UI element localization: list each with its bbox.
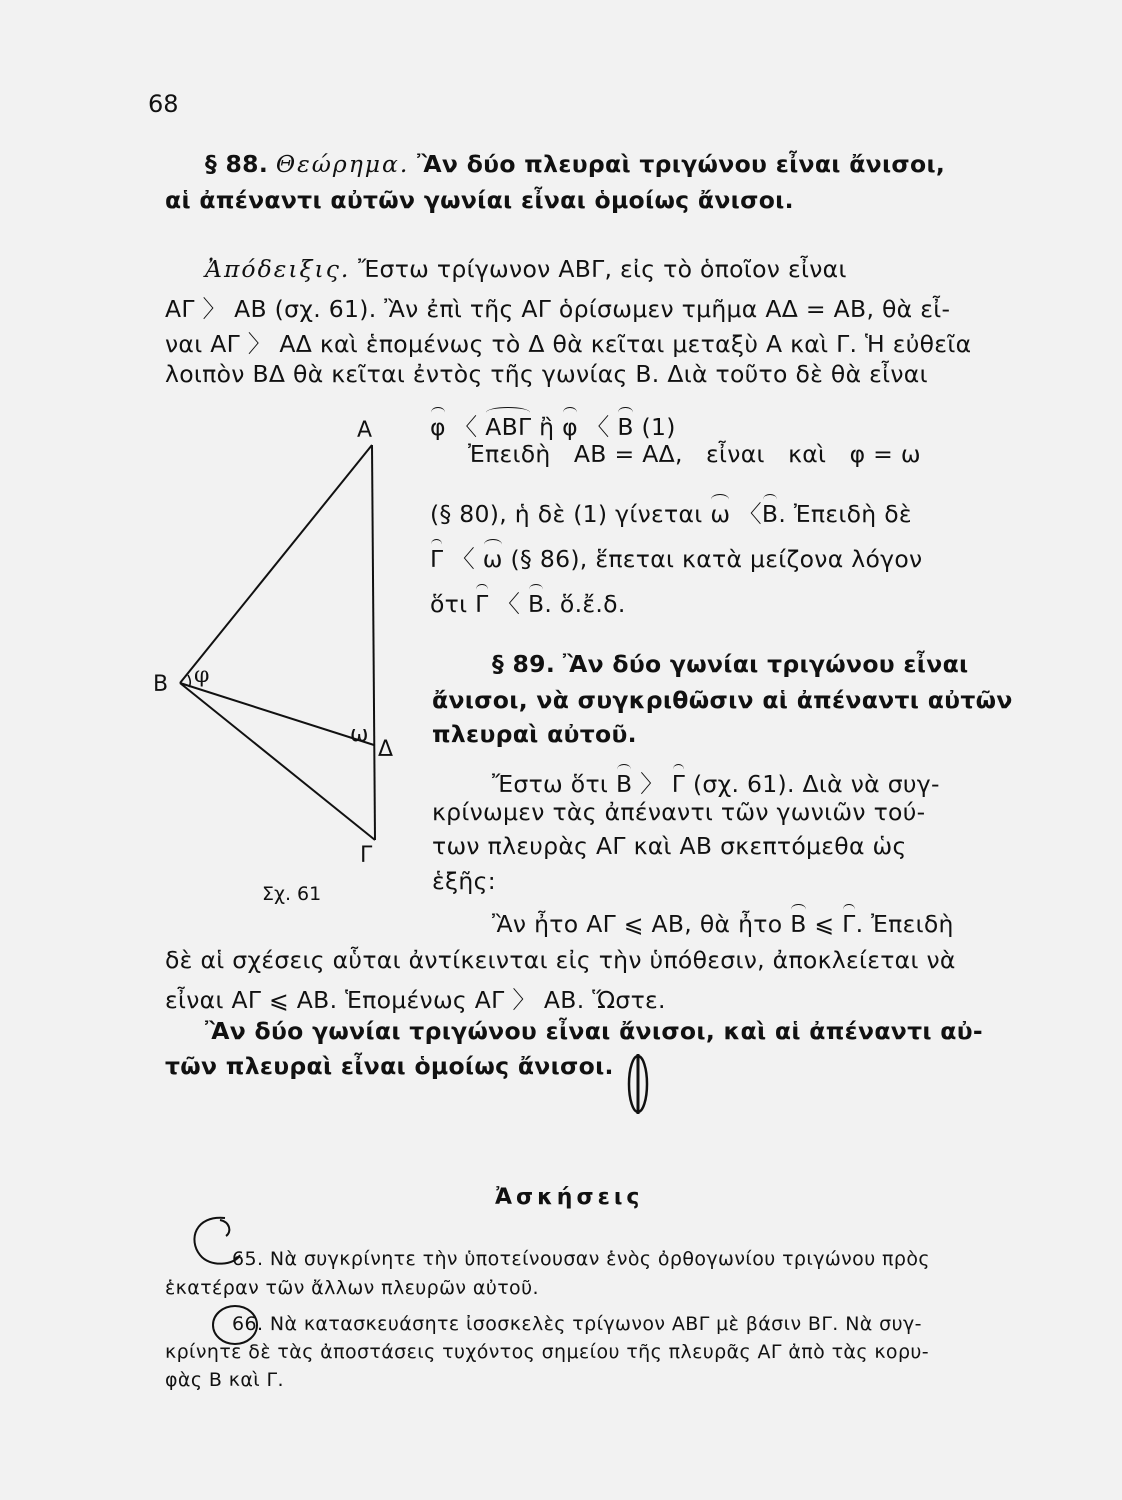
or-word: ἢ [539, 413, 555, 441]
vertex-g-label: Γ [360, 843, 373, 868]
body-89-line1 [492, 765, 940, 799]
exercise-66-line2: κρίνητε δὲ τὰς ἀποστάσεις τυχόντος σημείου τῆς πλευρᾶς ΑΓ ἀπὸ τὰς κορυ- [165, 1341, 930, 1363]
conclusion-line1: Ἂν δύο γωνίαι τριγώνου εἶναι ἄνισοι, καὶ αἱ ἀπέναντι αὐ- [205, 1017, 983, 1045]
side-ag [372, 445, 375, 840]
equation-ref: (1) [641, 413, 676, 441]
proof-line9-text: ὅτι [430, 590, 468, 618]
angle-omega: ω [710, 500, 731, 528]
proof-line6: Ἐπειδὴ ΑΒ = ΑΔ, εἶναι καὶ φ = ω [468, 440, 921, 468]
angle-g: Γ [430, 545, 444, 573]
figure-61-triangle [140, 410, 400, 910]
qed-text: . ὅ.ἔ.δ. [544, 590, 626, 618]
side-ab [180, 445, 372, 683]
theorem-89-text: Ἂν δύο γωνίαι τριγώνου εἶναι [562, 650, 969, 678]
theorem-89-line1 [492, 650, 968, 678]
angle-phi: φ [430, 413, 446, 441]
segment-bd [180, 683, 374, 745]
exercise-66-line1: 66. Νὰ κατασκευάσητε ἰσοσκελὲς τρίγωνον ΑΒΓ μὲ βάσιν ΒΓ. Νὰ συγ- [232, 1313, 922, 1335]
proof-line8-text: (§ 86), ἕπεται κατὰ μείζονα λόγον [510, 545, 923, 573]
less-than-sign: 〈 [453, 413, 478, 441]
conclusion-line2: τῶν πλευραὶ εἶναι ὁμοίως ἄνισοι. [165, 1052, 614, 1080]
less-than-sign: 〈 [585, 413, 610, 441]
proof-line3: ναι ΑΓ 〉 ΑΔ καὶ ἑπομένως τὸ Δ θὰ κεῖται μεταξὺ Α καὶ Γ. Ἡ εὐθεῖα [165, 330, 972, 358]
body-89-line5-text: Ἂν ἦτο ΑΓ ⩽ ΑΒ, θὰ ἦτο [492, 910, 783, 938]
handwritten-circles [180, 1210, 260, 1380]
proof-line7 [430, 495, 912, 529]
proof-line9 [430, 585, 626, 619]
proof-line1-text: Ἔστω τρίγωνον ΑΒΓ, εἰς τὸ ὁποῖον εἶναι [358, 255, 847, 283]
figure-caption: Σχ. 61 [262, 883, 322, 905]
exercises-heading: Ἀσκήσεις [495, 1185, 644, 1210]
exercise-65-line1: 65. Νὰ συγκρίνητε τὴν ὑποτείνουσαν ἑνὸς ὀρθογωνίου τριγώνου πρὸς [232, 1248, 930, 1270]
angle-g: Γ [842, 910, 856, 938]
vertex-a-label: Α [357, 418, 373, 443]
angle-abg: ΑΒΓ [485, 413, 532, 441]
inequality-1 [430, 408, 676, 442]
body-89-line6: δὲ αἱ σχέσεις αὗται ἀντίκεινται εἰς τὴν ὑπόθεσιν, ἀποκλείεται νὰ [165, 946, 956, 974]
vertex-b-label: Β [153, 672, 169, 697]
proof-line1 [205, 255, 847, 283]
angle-b: Β [790, 910, 807, 938]
theorem-89-line3: πλευραὶ αὐτοῦ. [432, 720, 637, 748]
angle-b: Β [617, 413, 634, 441]
proof-line4: λοιπὸν ΒΔ θὰ κεῖται ἐντὸς τῆς γωνίας Β. Διὰ τοῦτο δὲ θὰ εἶναι [165, 360, 928, 388]
exercise-65-line2: ἑκατέραν τῶν ἄλλων πλευρῶν αὐτοῦ. [165, 1277, 539, 1299]
theorem-88-text: Ἂν δύο πλευραὶ τριγώνου εἶναι ἄνισοι, [417, 150, 946, 178]
angle-g: Γ [475, 590, 489, 618]
body-89-line5 [492, 910, 954, 938]
theorem-88-label: Θεώρημα. [275, 150, 410, 178]
angle-b: Β [527, 590, 545, 618]
body-89-line7: εἶναι ΑΓ ⩽ ΑΒ. Ἑπομένως ΑΓ 〉 ΑΒ. Ὥστε. [165, 986, 666, 1014]
angle-b: Β [615, 770, 633, 798]
proof-line7-text: (§ 80), ἡ δὲ (1) γίνεται [430, 500, 703, 528]
le-sign: ⩽ [814, 910, 835, 938]
body-89-tail: (σχ. 61). Διὰ νὰ συγ- [692, 770, 940, 798]
angle-phi-label: φ [194, 663, 210, 688]
theorem-88-line1 [205, 150, 945, 178]
body-89-text: Ἔστω ὅτι [492, 770, 609, 798]
page-number: 68 [148, 90, 179, 118]
side-bg [180, 683, 375, 840]
body-89-line2: κρίνωμεν τὰς ἀπέναντι τῶν γωνιῶν τού- [432, 798, 926, 826]
body-89-line3: των πλευρὰς ΑΓ καὶ ΑΒ σκεπτόμεθα ὡς [432, 832, 907, 860]
vertex-d-label: Δ [378, 737, 394, 762]
less-than-sign: 〈 [496, 590, 521, 618]
angle-omega: ω [482, 545, 503, 573]
body-89-line5-tail: . Ἐπειδὴ [855, 910, 954, 938]
proof-label: Ἀπόδειξις. [205, 255, 351, 283]
exercise-66-line3: φὰς Β καὶ Γ. [165, 1369, 284, 1391]
proof-line2: ΑΓ 〉 ΑΒ (σχ. 61). Ἂν ἐπὶ τῆς ΑΓ ὁρίσωμεν τμῆμα ΑΔ = ΑΒ, θὰ εἶ- [165, 295, 951, 323]
angle-omega-label: ω [350, 722, 369, 747]
greater-than-sign: 〉 [640, 770, 664, 798]
theorem-88-line2: αἱ ἀπέναντι αὐτῶν γωνίαι εἶναι ὁμοίως ἄνισοι. [165, 186, 794, 214]
ink-mark [620, 1048, 660, 1118]
less-than-sign: 〈 [451, 545, 475, 573]
proof-line7-tail: . Ἐπειδὴ δὲ [778, 500, 912, 528]
angle-phi-2: φ [562, 413, 578, 441]
theorem-89-line2: ἄνισοι, νὰ συγκριθῶσιν αἱ ἀπέναντι αὐτῶν [432, 686, 1013, 714]
theorem-89-number: § 89. [492, 650, 556, 678]
angle-g: Γ [671, 770, 686, 798]
less-than-sign: 〈 [738, 500, 762, 528]
proof-line8 [430, 540, 922, 574]
theorem-88-number: § 88. [205, 150, 269, 178]
angle-b: Β [761, 500, 779, 528]
body-89-line4: ἑξῆς: [432, 867, 496, 895]
